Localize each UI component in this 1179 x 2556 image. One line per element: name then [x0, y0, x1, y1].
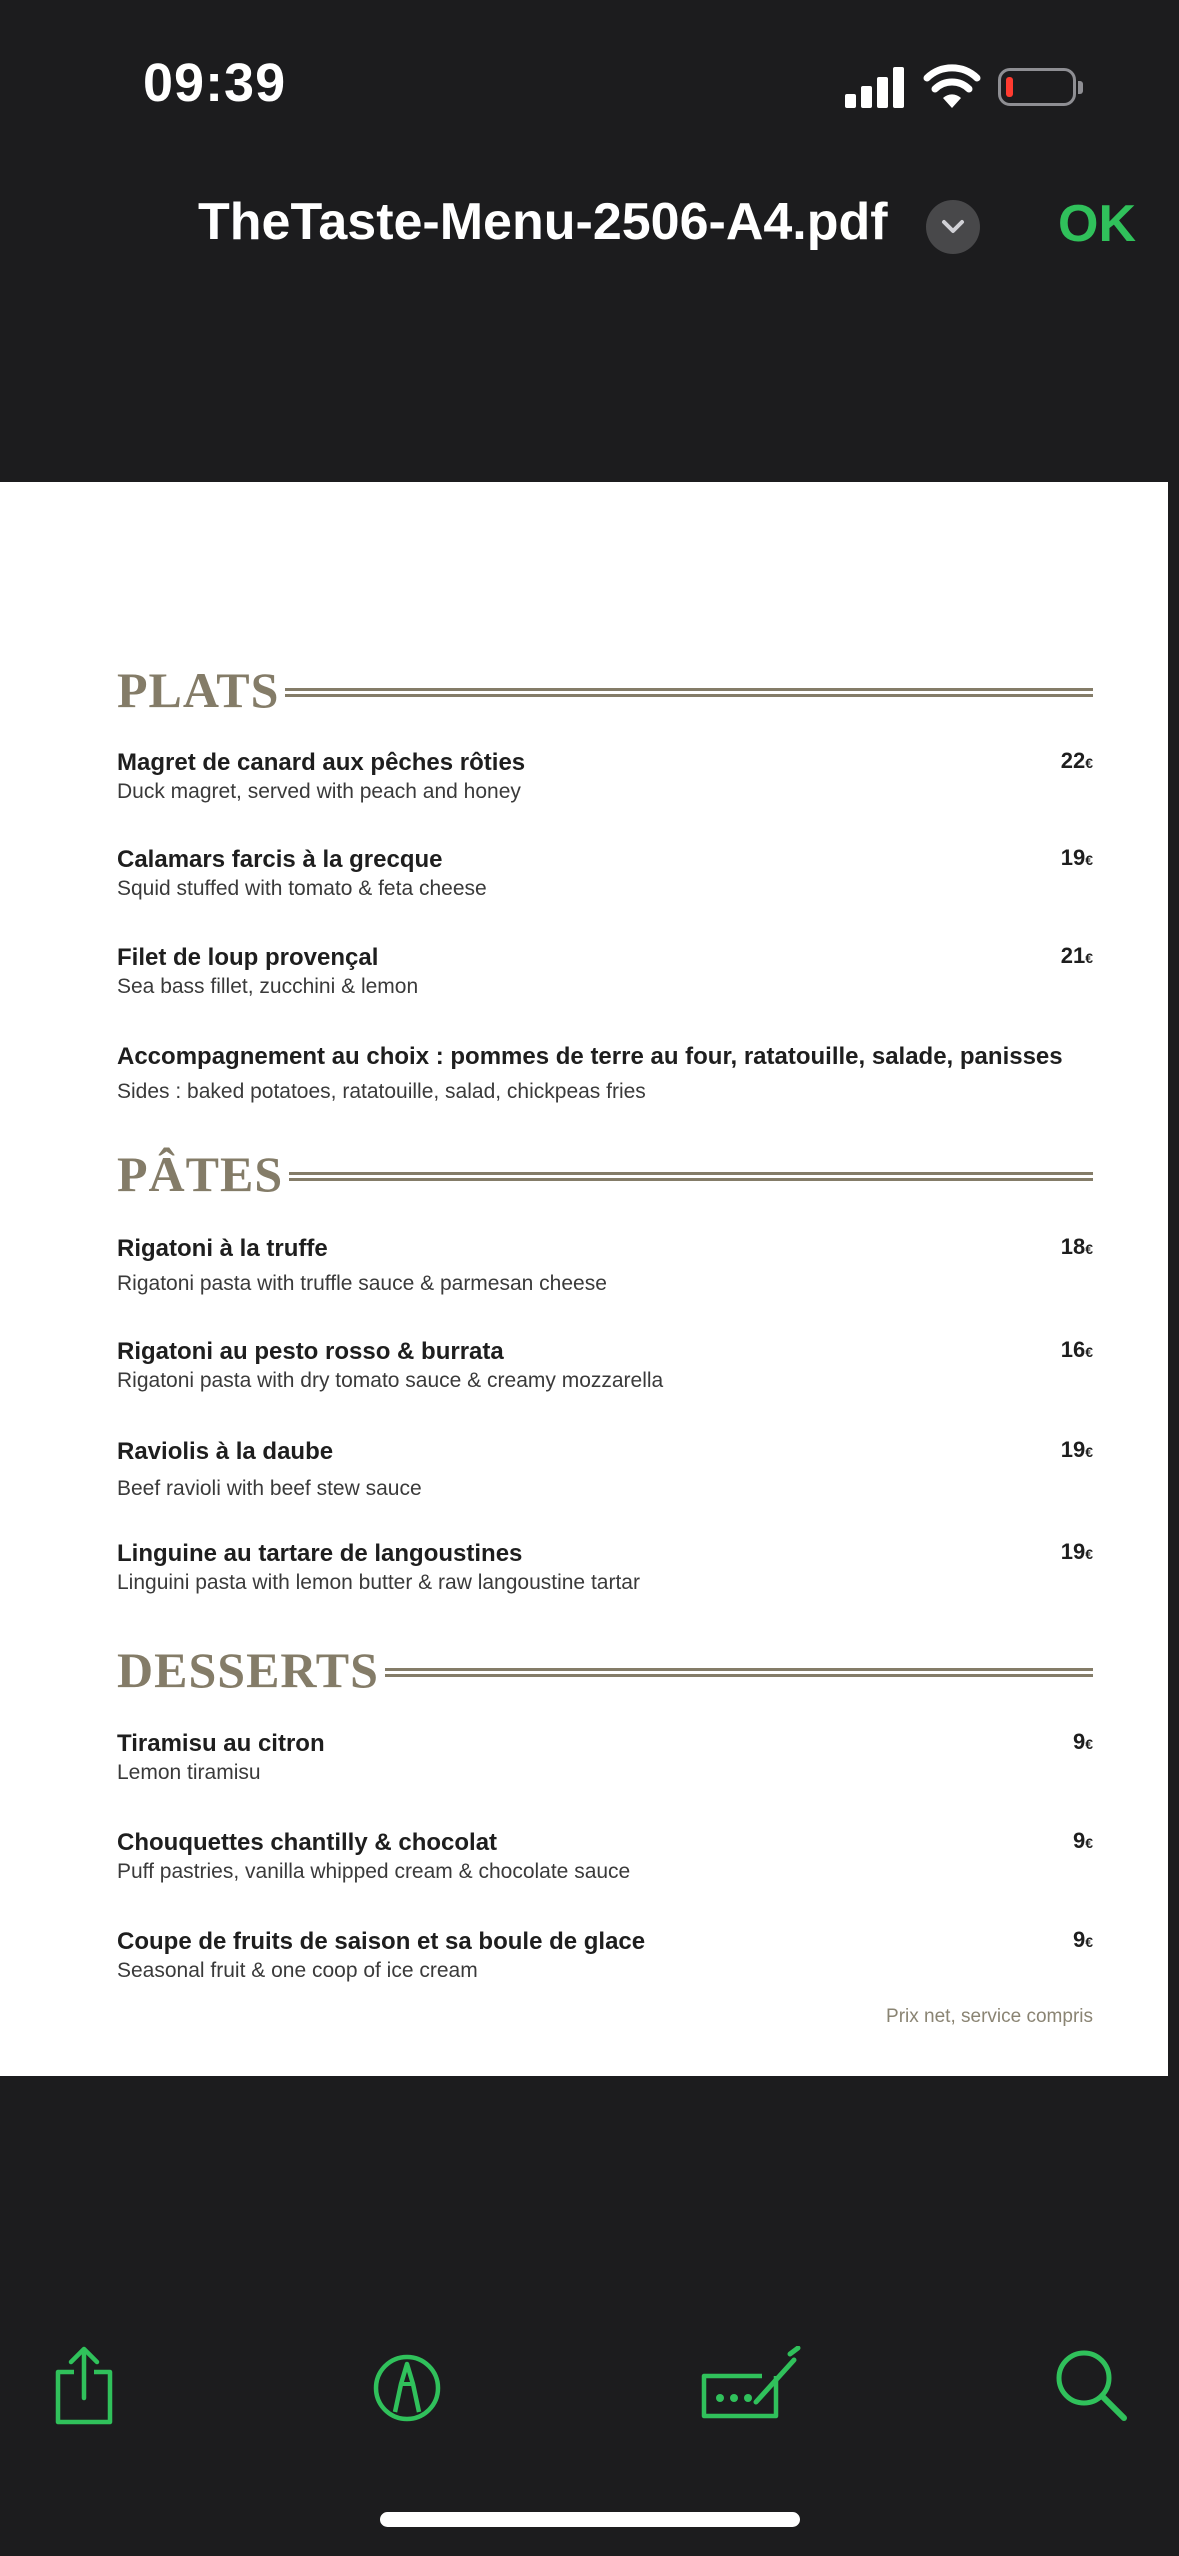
item-price: 9€ — [1072, 1828, 1093, 1853]
item-description: Linguini pasta with lemon butter & raw langoustine tartar — [117, 1571, 640, 1594]
item-name: Filet de loup provençal — [117, 944, 379, 971]
section-divider — [285, 688, 1093, 697]
menu-item — [117, 1927, 1093, 1985]
item-name: Accompagnement au choix : pommes de terre au four, ratatouille, salade, panisses — [117, 1043, 1063, 1070]
item-price: 19€ — [1060, 1437, 1093, 1462]
item-price: 18€ — [1060, 1234, 1093, 1259]
item-name: Raviolis à la daube — [117, 1438, 334, 1465]
document-title[interactable]: TheTaste-Menu-2506-A4.pdf — [198, 193, 888, 251]
menu-item — [117, 1337, 1093, 1395]
section-header-plats — [117, 660, 1093, 720]
item-description: Seasonal fruit & one coop of ice cream — [117, 1959, 478, 1982]
pdf-page[interactable] — [0, 482, 1168, 2076]
item-price: 19€ — [1060, 1539, 1093, 1564]
item-name: Rigatoni à la truffe — [117, 1235, 328, 1262]
item-price: 21€ — [1060, 943, 1093, 968]
status-bar — [0, 0, 1179, 170]
item-name: Calamars farcis à la grecque — [117, 846, 443, 873]
menu-footnote: Prix net, service compris — [886, 2006, 1093, 2027]
menu-item — [117, 1234, 1093, 1298]
item-price: 16€ — [1060, 1337, 1093, 1362]
item-description: Duck magret, served with peach and honey — [117, 780, 521, 803]
section-title: PÂTES — [117, 1146, 284, 1202]
section-title: DESSERTS — [117, 1642, 379, 1698]
item-name: Coupe de fruits de saison et sa boule de glace — [117, 1928, 646, 1955]
markup-icon[interactable] — [367, 2346, 447, 2426]
cellular-signal-icon — [845, 66, 905, 108]
item-name: Chouquettes chantilly & chocolat — [117, 1829, 498, 1856]
menu-item — [117, 845, 1093, 903]
item-description: Lemon tiramisu — [117, 1761, 261, 1784]
status-time: 09:39 — [143, 53, 287, 113]
title-dropdown-button[interactable] — [926, 200, 980, 254]
battery-level — [1006, 77, 1013, 97]
menu-item — [117, 1042, 1093, 1106]
menu-item — [117, 1437, 1093, 1503]
home-indicator[interactable] — [380, 2512, 800, 2527]
menu-item — [117, 748, 1093, 806]
chevron-down-icon — [940, 217, 966, 237]
share-icon[interactable] — [44, 2346, 124, 2426]
item-price: 19€ — [1060, 845, 1093, 870]
item-name: Magret de canard aux pêches rôties — [117, 749, 526, 776]
signature-icon[interactable] — [700, 2346, 804, 2426]
item-name: Tiramisu au citron — [117, 1730, 325, 1757]
item-description: Sea bass fillet, zucchini & lemon — [117, 975, 419, 998]
menu-item — [117, 1729, 1093, 1787]
item-price: 9€ — [1072, 1729, 1093, 1754]
section-divider — [385, 1668, 1093, 1677]
section-header-desserts — [117, 1640, 1093, 1700]
wifi-icon — [923, 64, 981, 108]
item-description: Sides : baked potatoes, ratatouille, salad, chickpeas fries — [117, 1080, 646, 1103]
item-description: Puff pastries, vanilla whipped cream & chocolate sauce — [117, 1860, 631, 1883]
item-description: Beef ravioli with beef stew sauce — [117, 1477, 422, 1500]
menu-item — [117, 943, 1093, 1001]
ok-button[interactable]: OK — [1058, 195, 1136, 253]
item-price: 9€ — [1072, 1927, 1093, 1952]
section-divider — [289, 1172, 1093, 1181]
battery-icon — [998, 68, 1076, 106]
item-price: 22€ — [1060, 748, 1093, 773]
item-description: Rigatoni pasta with dry tomato sauce & creamy mozzarella — [117, 1369, 664, 1392]
item-name: Linguine au tartare de langoustines — [117, 1540, 523, 1567]
menu-item — [117, 1828, 1093, 1886]
search-icon[interactable] — [1052, 2346, 1132, 2426]
item-name: Rigatoni au pesto rosso & burrata — [117, 1338, 504, 1365]
section-header-pates — [117, 1144, 1093, 1204]
item-description: Squid stuffed with tomato & feta cheese — [117, 877, 487, 900]
item-description: Rigatoni pasta with truffle sauce & parmesan cheese — [117, 1272, 607, 1295]
menu-item — [117, 1539, 1093, 1597]
section-title: PLATS — [117, 662, 280, 718]
